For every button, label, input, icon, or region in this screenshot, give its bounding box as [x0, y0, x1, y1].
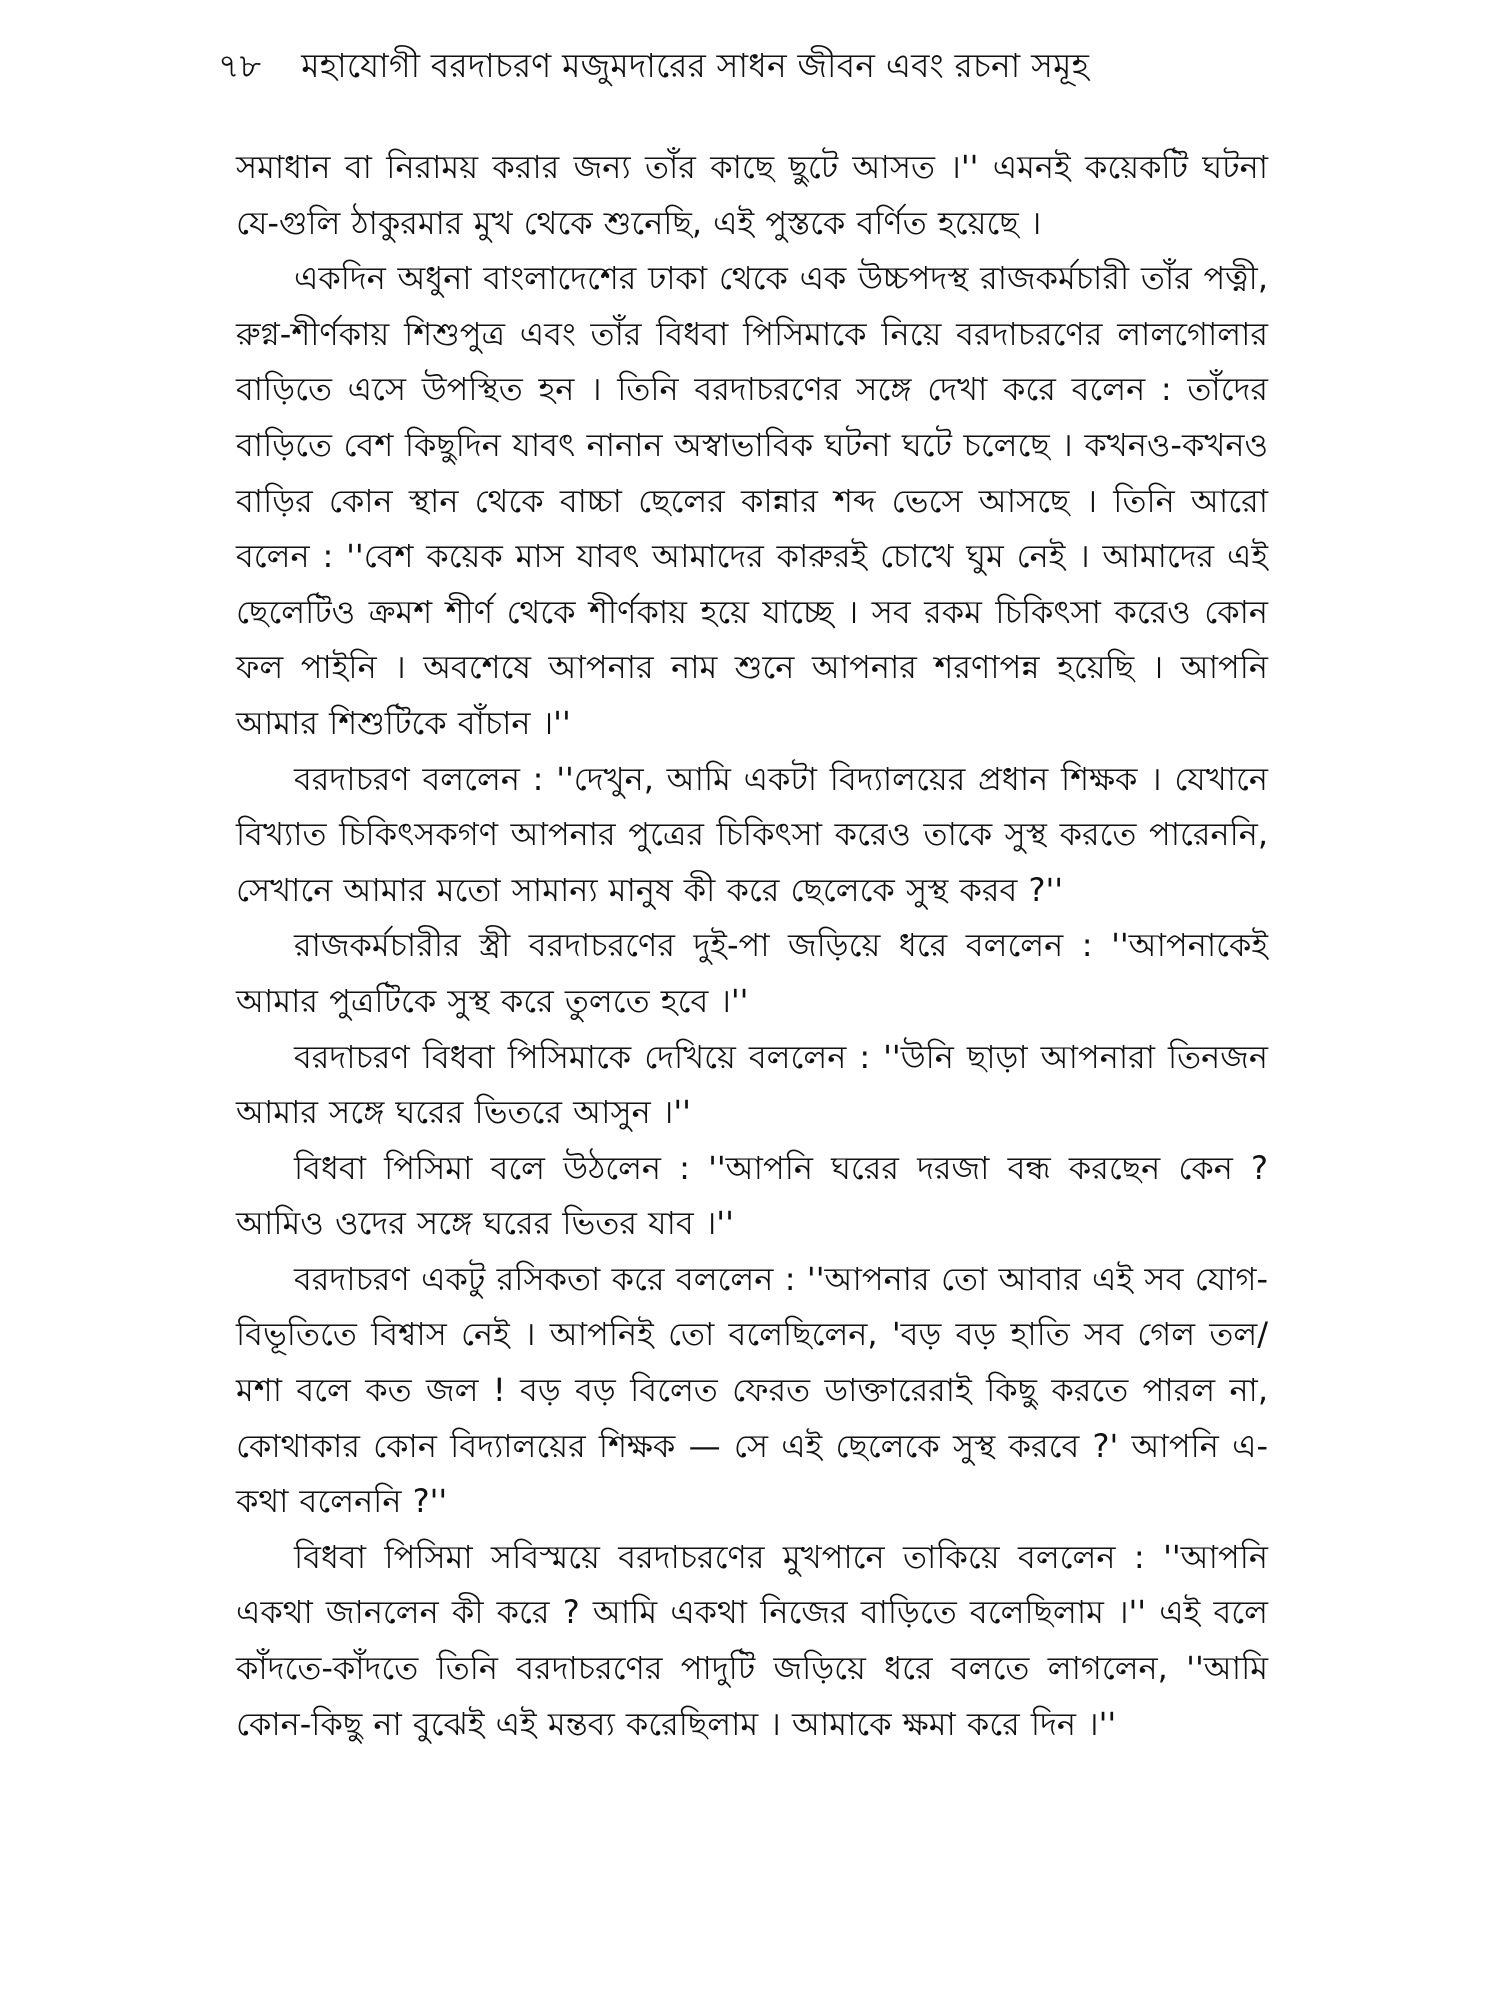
paragraph: বরদাচরণ বিধবা পিসিমাকে দেখিয়ে বললেন : ''উনি ছাড়া আপনারা তিনজন আমার সঙ্গে ঘরের ভিতরে আসুন ।''	[236, 1037, 1268, 1132]
paragraph: বরদাচরণ বললেন : ''দেখুন, আমি একটা বিদ্যালয়ের প্রধান শিক্ষক । যেখানে বিখ্যাত চিকিৎসকগণ আপনার পুত্রের চিকিৎসা করেও তাকে সুস্থ করতে পারেননি, সেখানে আমার মতো সামান্য মানুষ কী করে ছেলেকে সুস্থ করব ?''	[236, 759, 1268, 909]
paragraph: বিধবা পিসিমা সবিস্ময়ে বরদাচরণের মুখপানে তাকিয়ে বললেন : ''আপনি একথা জানলেন কী করে ? আমি একথা নিজের বাড়িতে বলেছিলাম ।'' এই বলে কাঁদতে-কাঁদতে তিনি বরদাচরণের পাদুটি জড়িয়ে ধরে বলতে লাগলেন, ''আমি কোন-কিছু না বুঝেই এই মন্তব্য করেছিলাম । আমাকে ক্ষমা করে দিন ।''	[236, 1537, 1268, 1743]
page-number: ৭৮	[218, 46, 262, 85]
running-title: মহাযোগী বরদাচরণ মজুমদারের সাধন জীবন এবং রচনা সমূহ	[301, 46, 1090, 85]
paragraph: রাজকর্মচারীর স্ত্রী বরদাচরণের দুই-পা জড়িয়ে ধরে বললেন : ''আপনাকেই আমার পুত্রটিকে সুস্থ করে তুলতে হবে ।''	[236, 926, 1268, 1020]
page-header	[218, 38, 1278, 98]
paragraph: বিধবা পিসিমা বলে উঠলেন : ''আপনি ঘরের দরজা বন্ধ করছেন কেন ? আমিও ওদের সঙ্গে ঘরের ভিতর যাব ।''	[236, 1148, 1268, 1243]
paragraph-continuation: সমাধান বা নিরাময় করার জন্য তাঁর কাছে ছুটে আসত ।'' এমনই কয়েকটি ঘটনা যে-গুলি ঠাকুরমার মুখ থেকে শুনেছি, এই পুস্তকে বর্ণিত হয়েছে ।	[236, 148, 1268, 242]
body-text	[236, 140, 1268, 1752]
paragraph: একদিন অধুনা বাংলাদেশের ঢাকা থেকে এক উচ্চপদস্থ রাজকর্মচারী তাঁর পত্নী, রুগ্ন-শীর্ণকায় শিশুপুত্র এবং তাঁর বিধবা পিসিমাকে নিয়ে বরদাচরণের লালগোলার বাড়িতে এসে উপস্থিত হন । তিনি বরদাচরণের সঙ্গে দেখা করে বলেন : তাঁদের বাড়িতে বেশ কিছুদিন যাবৎ নানান অস্বাভাবিক ঘটনা ঘটে চলেছে । কখনও-কখনও বাড়ির কোন স্থান থেকে বাচ্চা ছেলের কান্নার শব্দ ভেসে আসছে । তিনি আরো বলেন : ''বেশ কয়েক মাস যাবৎ আমাদের কারুরই চোখে ঘুম নেই । আমাদের এই ছেলেটিও ক্রমশ শীর্ণ থেকে শীর্ণকায় হয়ে যাচ্ছে । সব রকম চিকিৎসা করেও কোন ফল পাইনি । অবশেষে আপনার নাম শুনে আপনার শরণাপন্ন হয়েছি । আপনি আমার শিশুটিকে বাঁচান ।''	[236, 259, 1268, 742]
paragraph: বরদাচরণ একটু রসিকতা করে বললেন : ''আপনার তো আবার এই সব যোগ-বিভূতিতে বিশ্বাস নেই । আপনিই তো বলেছিলেন, 'বড় বড় হাতি সব গেল তল/মশা বলে কত জল ! বড় বড় বিলেত ফেরত ডাক্তারেরাই কিছু করতে পারল না, কোথাকার কোন বিদ্যালয়ের শিক্ষক — সে এই ছেলেকে সুস্থ করবে ?' আপনি এ-কথা বলেননি ?''	[236, 1259, 1268, 1521]
